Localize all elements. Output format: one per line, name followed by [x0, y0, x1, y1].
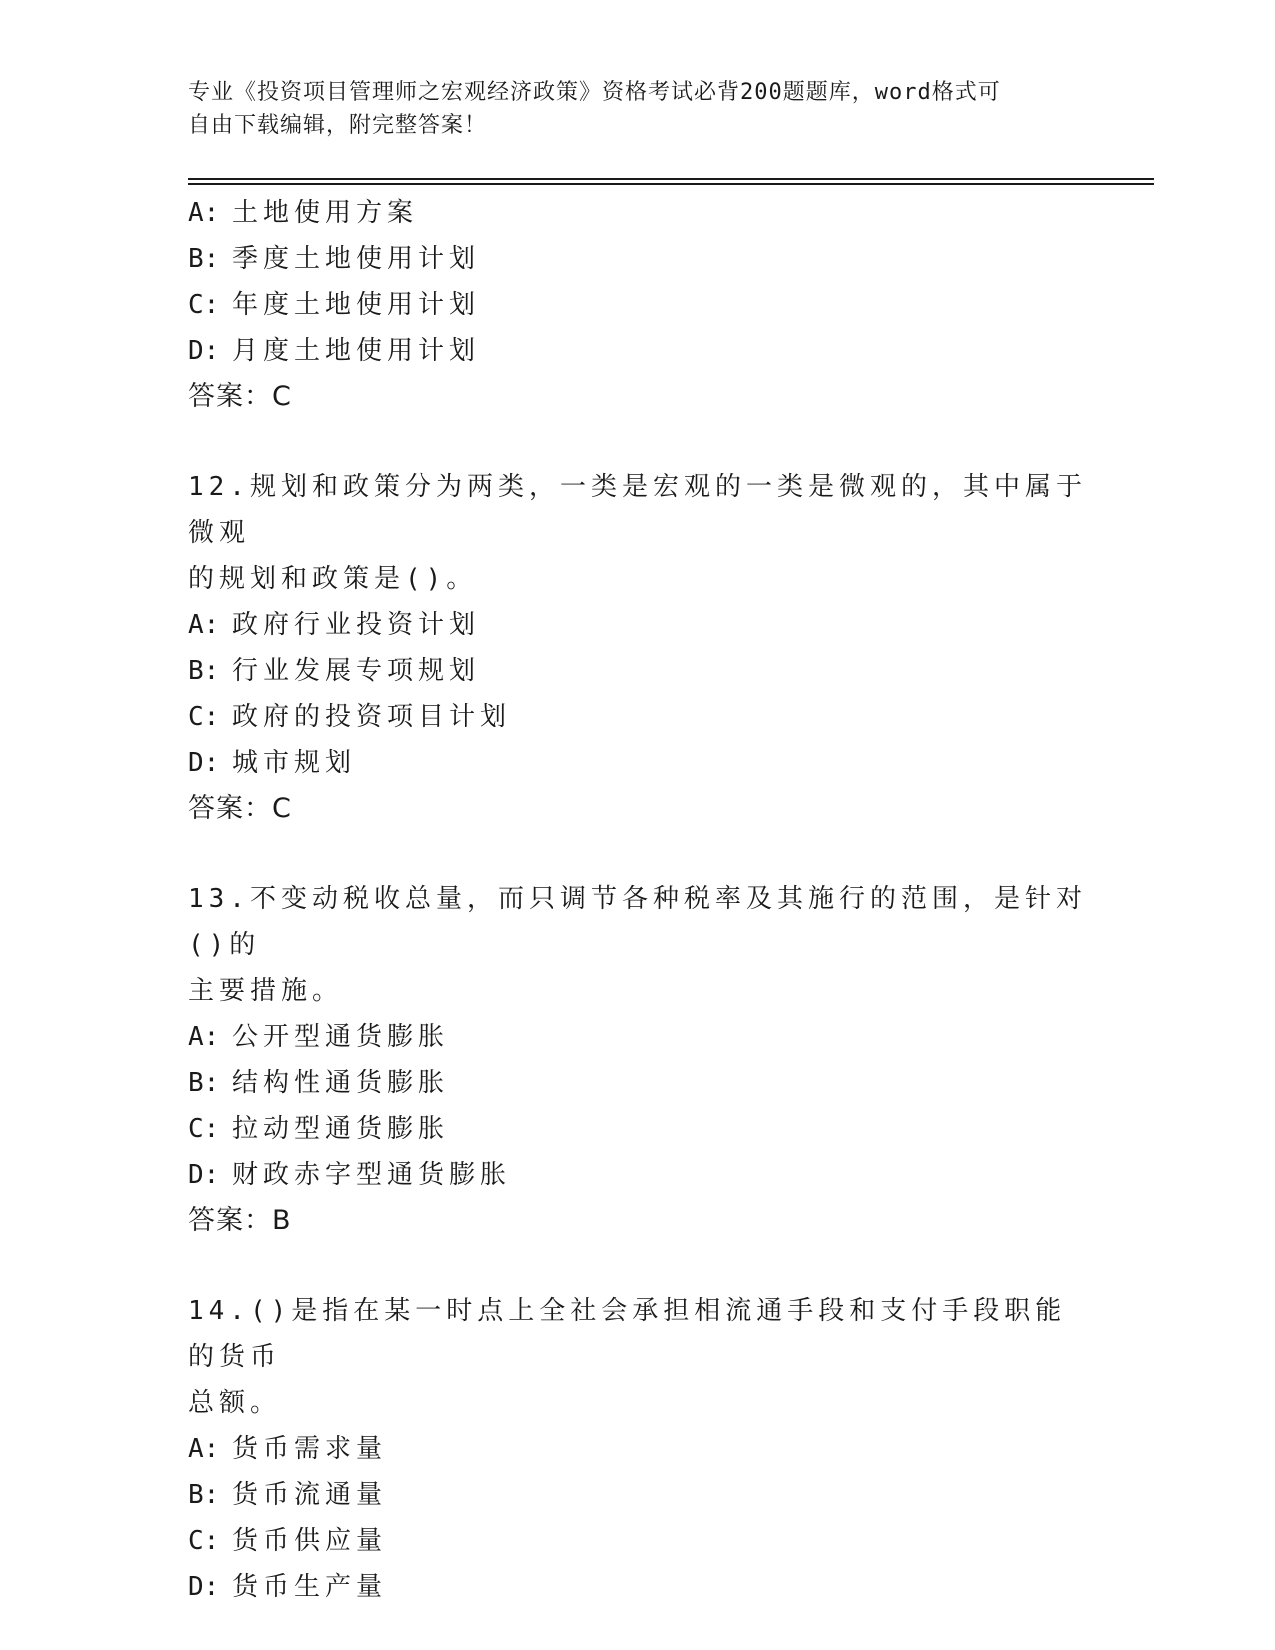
option-b: B: 结构性通货膨胀	[188, 1068, 450, 1098]
option-b: B: 行业发展专项规划	[188, 656, 481, 686]
option-a: A: 货币需求量	[188, 1434, 388, 1464]
option-c: C: 拉动型通货膨胀	[188, 1114, 450, 1144]
option-c: C: 货币供应量	[188, 1526, 388, 1556]
question-13	[188, 876, 1088, 1244]
question-stem: 14.()是指在某一时点上全社会承担相流通手段和支付手段职能的货币 总额。	[188, 1296, 1067, 1418]
option-a: A: 公开型通货膨胀	[188, 1022, 450, 1052]
option-a: A: 土地使用方案	[188, 198, 419, 228]
header-line-1: 专业《投资项目管理师之宏观经济政策》资格考试必背200题题库，word格式可	[188, 80, 1001, 105]
option-a: A: 政府行业投资计划	[188, 610, 481, 640]
answer: 答案：C	[188, 793, 292, 824]
document-header	[188, 76, 1068, 142]
option-d: D: 城市规划	[188, 748, 357, 778]
option-b: B: 货币流通量	[188, 1480, 388, 1510]
header-divider-top	[188, 178, 1154, 180]
option-b: B: 季度土地使用计划	[188, 244, 481, 274]
header-divider-bottom	[188, 183, 1154, 185]
option-d: D: 财政赤字型通货膨胀	[188, 1160, 512, 1190]
option-d: D: 月度土地使用计划	[188, 336, 481, 366]
question-stem: 12.规划和政策分为两类，一类是宏观的一类是微观的，其中属于微观 的规划和政策是()。	[188, 472, 1087, 594]
option-d: D: 货币生产量	[188, 1572, 388, 1602]
header-line-2: 自由下载编辑，附完整答案！	[188, 113, 488, 138]
question-list	[188, 190, 1088, 1610]
option-c: C: 年度土地使用计划	[188, 290, 481, 320]
answer: 答案：B	[188, 1205, 292, 1236]
answer: 答案：C	[188, 381, 292, 412]
question-stem: 13.不变动税收总量，而只调节各种税率及其施行的范围，是针对()的 主要措施。	[188, 884, 1087, 1006]
option-c: C: 政府的投资项目计划	[188, 702, 512, 732]
question-11-partial	[188, 190, 1088, 420]
question-12	[188, 464, 1088, 832]
question-14	[188, 1288, 1088, 1610]
